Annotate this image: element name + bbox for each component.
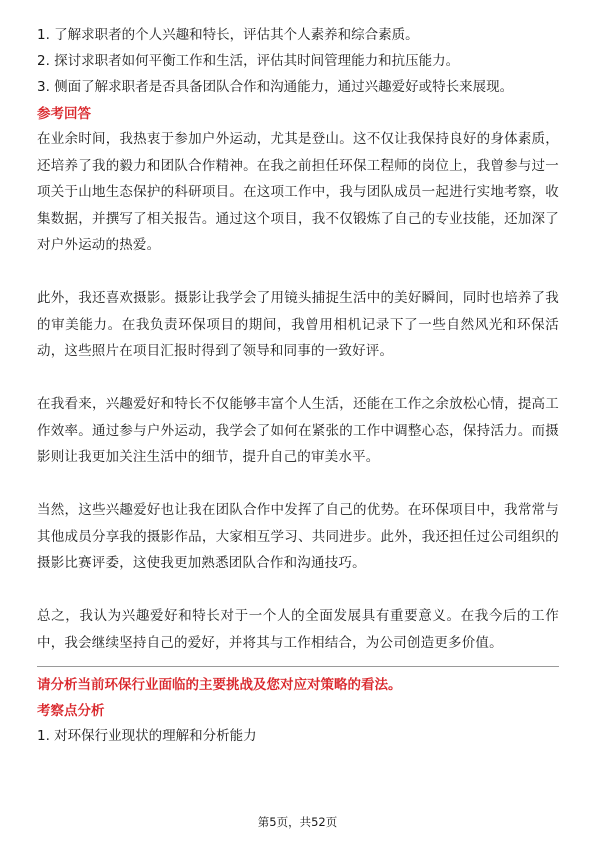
document-page [37,22,559,749]
answer-paragraph-2: 此外，我还喜欢摄影。摄影让我学会了用镜头捕捉生活中的美好瞬间，同时也培养了我的审美能力。在我负责环保项目的期间，我曾用相机记录下了一些自然风光和环保活动，这些照片在项目汇报时得到了领导和同事的一致好评。 [37,290,559,359]
analysis-heading: 考察点分析 [37,703,105,719]
answer-heading: 参考回答 [37,106,91,122]
intro-point-1: 1. 了解求职者的个人兴趣和特长，评估其个人素养和综合素质。 [37,27,419,43]
next-question: 请分析当前环保行业面临的主要挑战及您对应对策略的看法。 [37,677,402,693]
page-footer: 第5页，共52页 [257,815,338,829]
answer-paragraph-3: 在我看来，兴趣爱好和特长不仅能够丰富个人生活，还能在工作之余放松心情，提高工作效率。通过参与户外运动，我学会了如何在紧张的工作中调整心态，保持活力。而摄影则让我更加关注生活中的细节，提升自己的审美水平。 [37,396,559,465]
answer-paragraph-1: 在业余时间，我热衷于参加户外运动，尤其是登山。这不仅让我保持良好的身体素质，还培养了我的毅力和团队合作精神。在我之前担任环保工程师的岗位上，我曾参与过一项关于山地生态保护的科研项目。在这项工作中，我与团队成员一起进行实地考察，收集数据，并撰写了相关报告。通过这个项目，我不仅锻炼了自己的专业技能，还加深了对户外运动的热爱。 [37,131,559,253]
intro-point-2: 2. 探讨求职者如何平衡工作和生活，评估其时间管理能力和抗压能力。 [37,53,460,69]
answer-paragraph-5: 总之，我认为兴趣爱好和特长对于一个人的全面发展具有重要意义。在我今后的工作中，我会继续坚持自己的爱好，并将其与工作相结合，为公司创造更多价值。 [37,608,559,651]
analysis-point-1: 1. 对环保行业现状的理解和分析能力 [37,728,257,744]
section-divider [37,666,559,667]
intro-point-3: 3. 侧面了解求职者是否具备团队合作和沟通能力，通过兴趣爱好或特长来展现。 [37,79,514,95]
answer-paragraph-4: 当然，这些兴趣爱好也让我在团队合作中发挥了自己的优势。在环保项目中，我常常与其他成员分享我的摄影作品，大家相互学习、共同进步。此外，我还担任过公司组织的摄影比赛评委，这使我更加熟悉团队合作和沟通技巧。 [37,502,559,571]
